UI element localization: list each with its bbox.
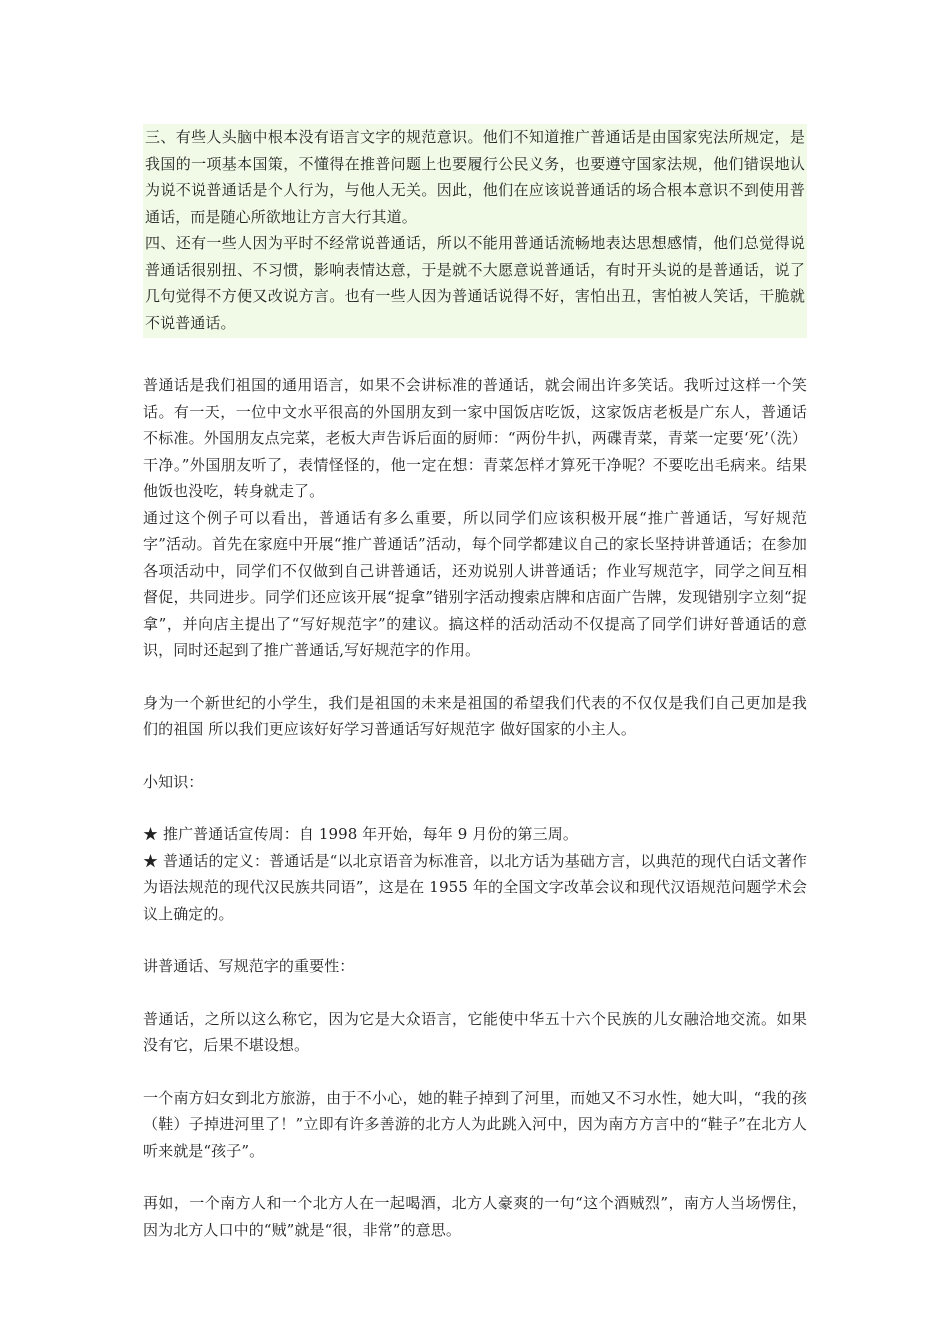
paragraph-wine-example: 再如，一个南方人和一个北方人在一起喝酒，北方人豪爽的一句“这个酒贼烈”，南方人当场愣住，因为北方人口中的“贼”就是“很，非常”的意思。 [143, 1194, 807, 1239]
blank-line [143, 338, 807, 372]
knowledge-item-definition: ★ 普通话的定义：普通话是“以北京语音为标准音，以北方话为基础方言，以典范的现代白话文著作为语法规范的现代汉民族共同语”，这是在 1955 年的全国文字改革会议和现代汉语规范问题学术会议上确定的。 [143, 851, 807, 923]
knowledge-item-week: ★ 推广普通话宣传周：自 1998 年开始，每年 9 月份的第三周。 [143, 825, 578, 843]
blank-line [143, 927, 807, 953]
blank-line [143, 1164, 807, 1190]
paragraph-point-three: 三、有些人头脑中根本没有语言文字的规范意识。他们不知道推广普通话是由国家宪法所规定，是我国的一项基本国策，不懂得在推普问题上也要履行公民义务，也要遵守国家法规，他们错误地认为说不说普通话是个人行为，与他人无关。因此，他们在应该说普通话的场合根本意识不到使用普通话，而是随心所欲地让方言大行其道。 [145, 128, 805, 226]
blank-line [143, 743, 807, 769]
paragraph-point-four: 四、还有一些人因为平时不经常说普通话，所以不能用普通话流畅地表达思想感情，他们总觉得说普通话很别扭、不习惯，影响表情达意，于是就不大愿意说普通话，有时开头说的是普通话，说了几句觉得不方便又改说方言。也有一些人因为普通话说得不好，害怕出丑，害怕被人笑话，干脆就不说普通话。 [145, 234, 805, 332]
paragraph-example-lesson: 通过这个例子可以看出，普通话有多么重要，所以同学们应该积极开展“推广普通话，写好规范字”活动。首先在家庭中开展“推广普通话”活动，每个同学都建议自己的家长坚持讲普通话；在参加各项活动中，同学们不仅做到自己讲普通话，还劝说别人讲普通话；作业写规范字，同学之间互相督促，共同进步。同学们还应该开展“捉拿”错别字活动搜索店牌和店面广告牌，发现错别字立刻“捉拿”，并向店主提出了“写好规范字”的建议。搞这样的活动活动不仅提高了同学们讲好普通话的意识，同时还起到了推广普通话,写好规范字的作用。 [143, 508, 807, 659]
blank-line [143, 664, 807, 690]
blank-line [143, 980, 807, 1006]
paragraph-story: 普通话是我们祖国的通用语言，如果不会讲标准的普通话，就会闹出许多笑话。我听过这样一个笑话。有一天，一位中文水平很高的外国朋友到一家中国饭店吃饭，这家饭店老板是广东人，普通话不标准。外国朋友点完菜，老板大声告诉后面的厨师：“两份牛扒，两碟青菜，青菜一定要‘死’（洗）干净。”外国朋友听了，表情怪怪的，他一定在想：青菜怎样才算死干净呢？不要吃出毛病来。结果他饭也没吃，转身就走了。 [143, 376, 807, 500]
knowledge-heading: 小知识： [143, 772, 204, 791]
importance-heading: 讲普通话、写规范字的重要性： [143, 957, 355, 975]
paragraph-conclusion: 身为一个新世纪的小学生，我们是祖国的未来是祖国的希望我们代表的不仅仅是我们自己更加是我们的祖国 所以我们更应该好好学习普通话写好规范字 做好国家的小主人。 [143, 693, 807, 738]
document-body [143, 124, 807, 1243]
highlighted-section [143, 124, 807, 338]
blank-line [143, 1059, 807, 1085]
blank-line [143, 795, 807, 821]
paragraph-importance: 普通话，之所以这么称它，因为它是大众语言，它能使中华五十六个民族的儿女融洽地交流。如果没有它，后果不堪设想。 [143, 1009, 807, 1054]
paragraph-shoes-example: 一个南方妇女到北方旅游，由于不小心，她的鞋子掉到了河里，而她又不习水性，她大叫，“我的孩（鞋）子掉进河里了！”立即有许多善游的北方人为此跳入河中，因为南方方言中的“鞋子”在北方人听来就是“孩子”。 [143, 1088, 807, 1160]
